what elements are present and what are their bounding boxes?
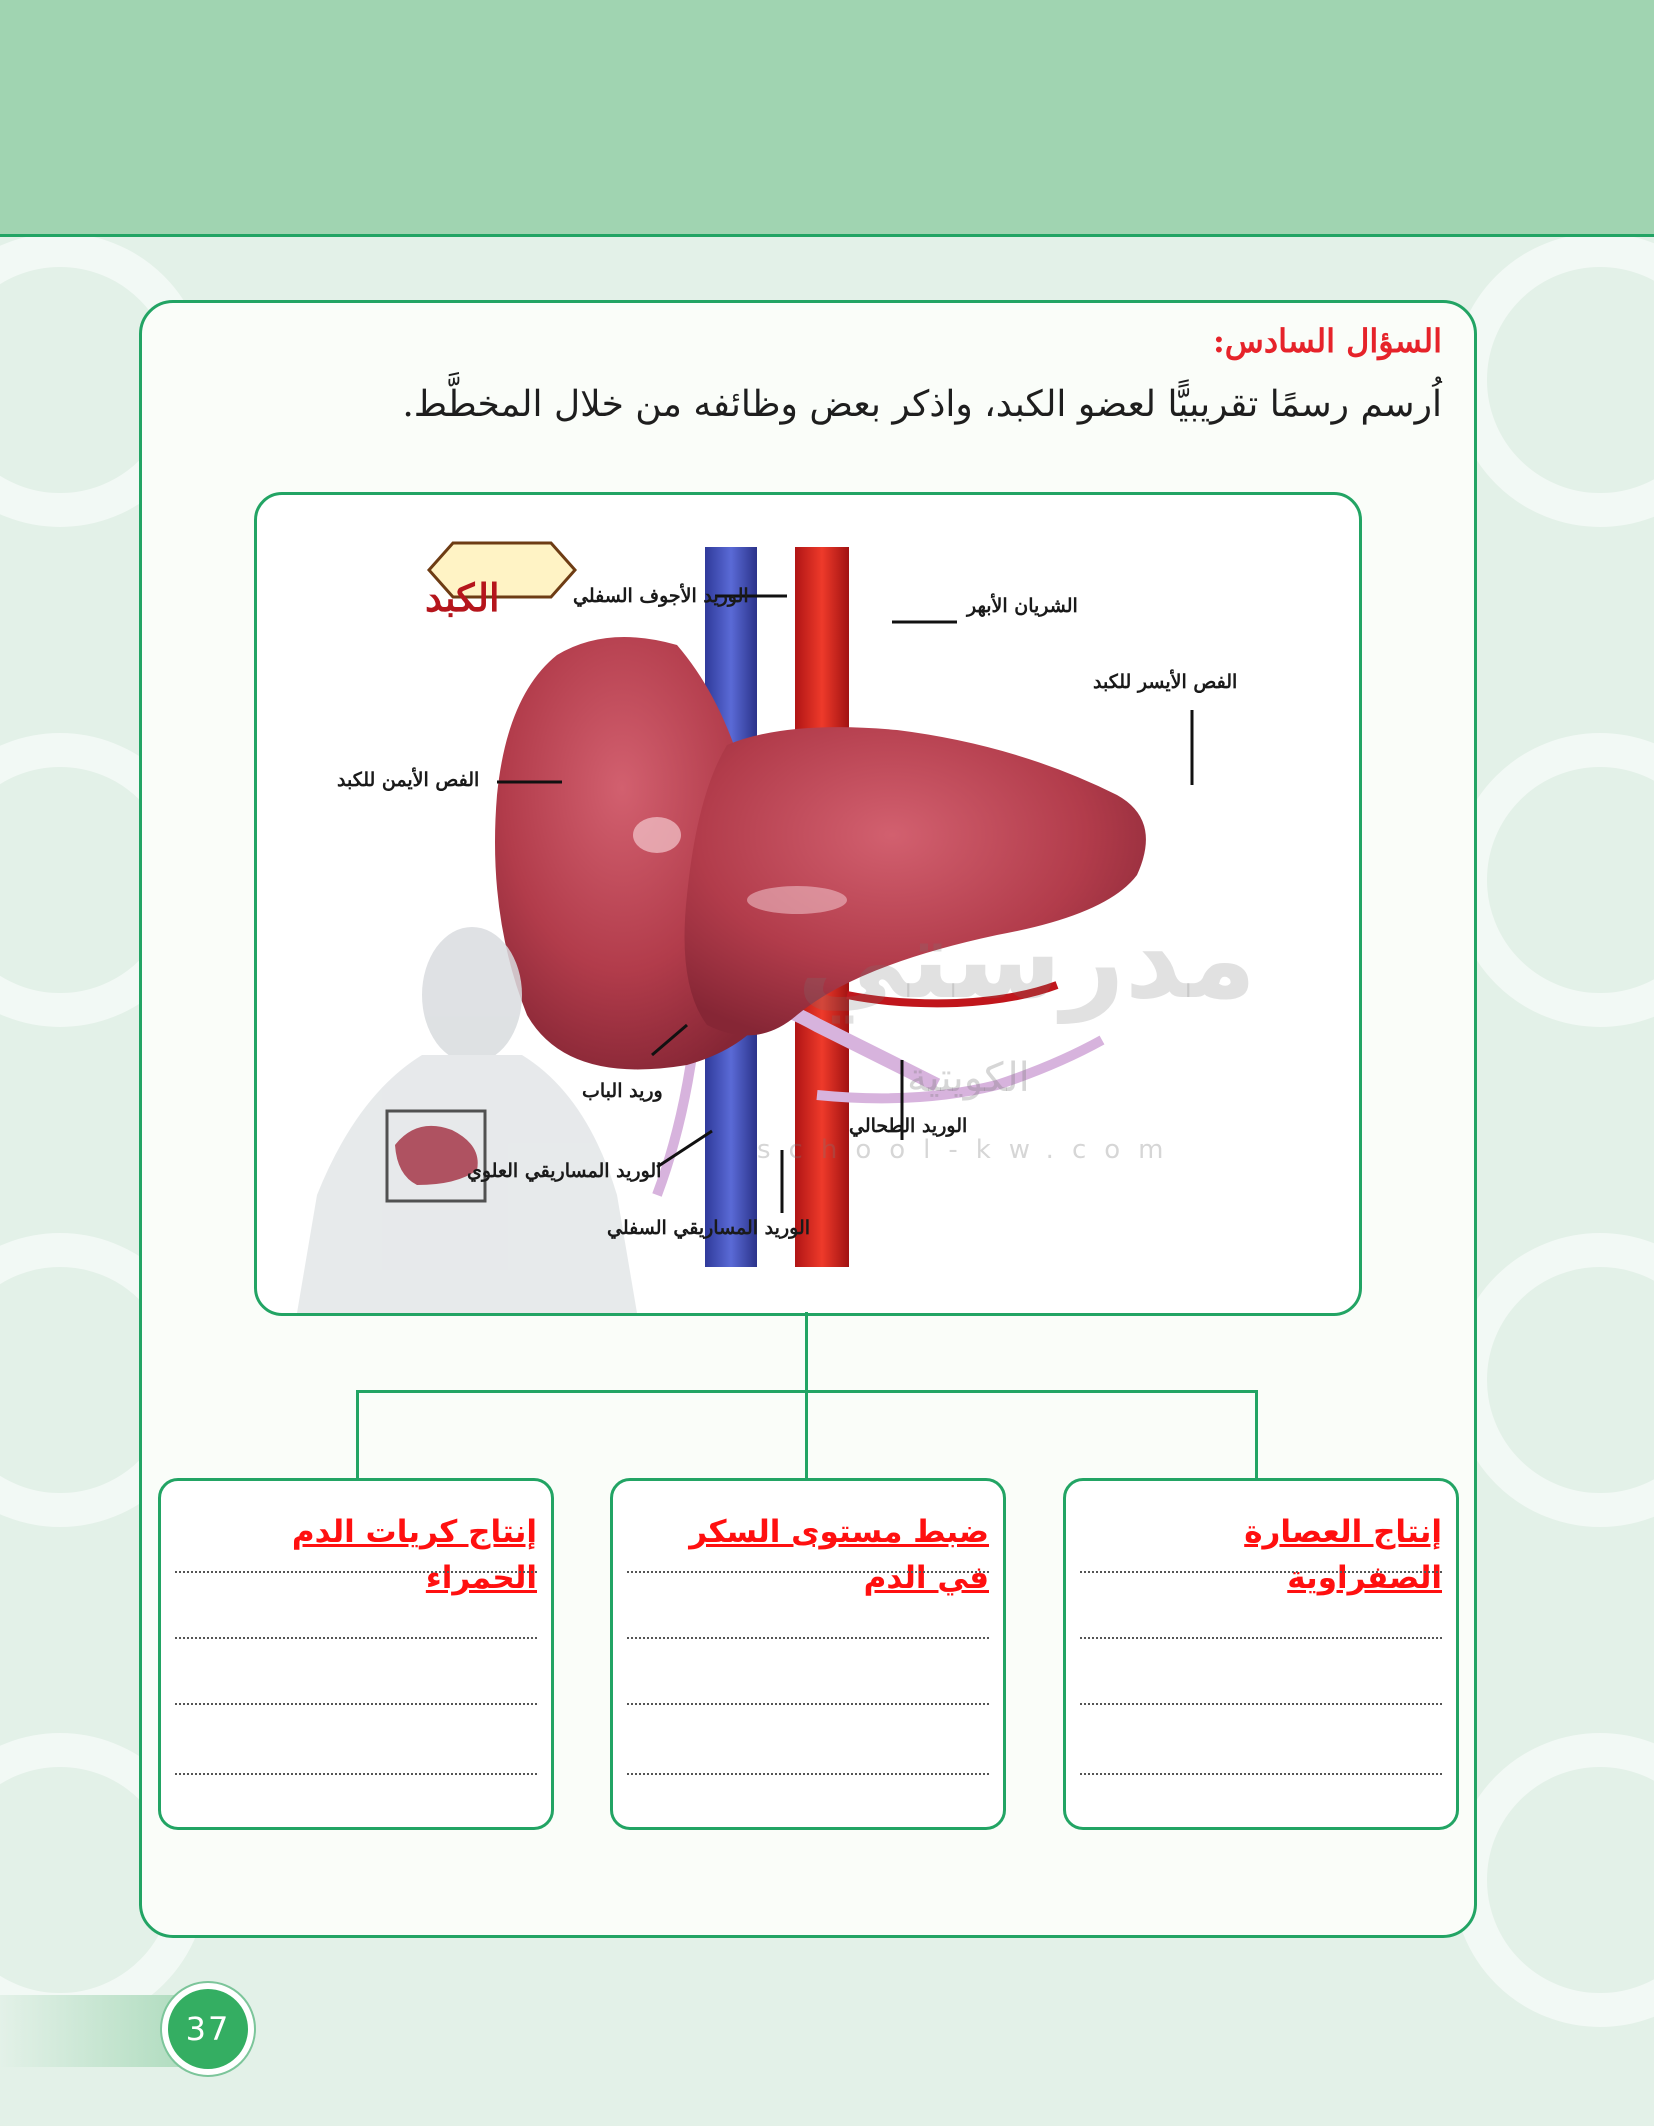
function-answer: إنتاج كريات الدم الحمراء — [291, 1514, 537, 1596]
answer-line — [627, 1773, 989, 1775]
label-superior-mesenteric-vein: الوريد المساريقي العلوي — [467, 1160, 662, 1182]
function-box-left — [158, 1478, 554, 1830]
label-inferior-mesenteric-vein: الوريد المساريقي السفلي — [607, 1217, 811, 1239]
answer-line — [175, 1773, 537, 1775]
question-title: السؤال السادس: — [1212, 322, 1442, 360]
question-text: اُرسم رسمًا تقريبيًّا لعضو الكبد، واذكر بعض وظائفه من خلال المخطَّط. — [402, 384, 1442, 425]
label-right-lobe: الفص الأيمن للكبد — [337, 769, 480, 791]
watermark-latin: school-kw.com — [757, 1135, 1182, 1165]
answer-line — [1080, 1773, 1442, 1775]
liver-diagram — [254, 492, 1362, 1316]
watermark-arabic-sub: الكويتية — [907, 1055, 1030, 1101]
header-band — [0, 0, 1654, 237]
answer-line — [175, 1571, 537, 1573]
answer-line — [627, 1571, 989, 1573]
watermark-arabic: مدرستي — [797, 895, 1257, 1023]
function-answer: إنتاج العصارة الصفراوية — [1244, 1514, 1442, 1596]
connector-right — [1255, 1390, 1258, 1478]
connector-left — [356, 1390, 359, 1478]
answer-line — [175, 1637, 537, 1639]
label-inferior-vena-cava: الوريد الأجوف السفلي — [573, 585, 749, 607]
page-number: 37 — [168, 1989, 248, 2069]
label-splenic-vein: الوريد الطحالي — [849, 1115, 968, 1137]
label-left-lobe: الفص الأيسر للكبد — [1093, 671, 1238, 693]
answer-line — [1080, 1571, 1442, 1573]
figure-title: الكبد — [425, 575, 500, 620]
label-aorta: الشريان الأبهر — [967, 595, 1078, 617]
function-box-center — [610, 1478, 1006, 1830]
connector-center — [805, 1390, 808, 1478]
answer-line — [175, 1703, 537, 1705]
label-portal-vein: وريد الباب — [582, 1080, 663, 1102]
function-box-right — [1063, 1478, 1459, 1830]
answer-line — [1080, 1703, 1442, 1705]
answer-line — [627, 1637, 989, 1639]
answer-line — [627, 1703, 989, 1705]
connector-vertical-main — [805, 1312, 808, 1392]
answer-line — [1080, 1637, 1442, 1639]
function-answer: ضبط مستوى السكر في الدم — [689, 1514, 989, 1596]
